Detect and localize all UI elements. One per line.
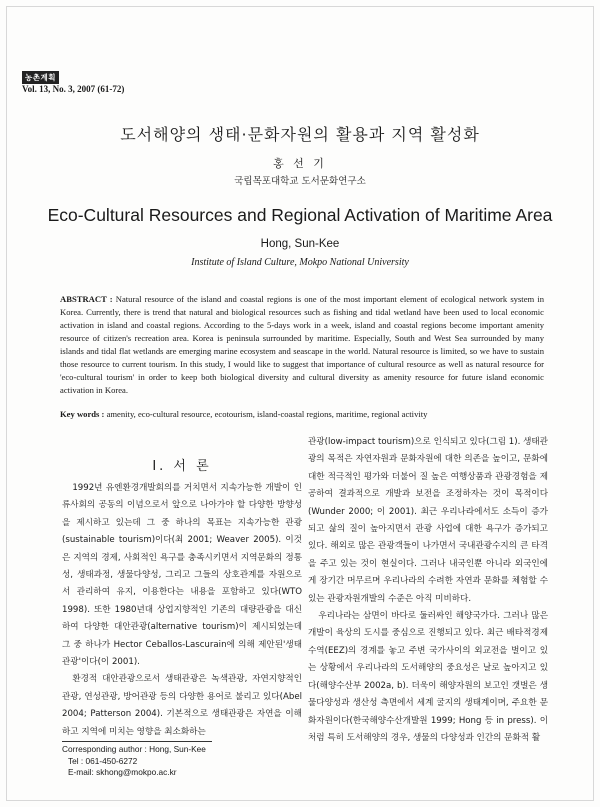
abstract-text: Natural resource of the island and coastal regions is one of the most important element of ecological network system in Korea. Currently, there is trend that natural and biological resources such as fishing and tidal wetland have been used to local economic activation in island and coastal regions. According to the 5-days work in a week, island and coastal regions become important amenity resource of citizen's recreation area. Korea is peninsula surrounded by maritime. Especially, South and West Sea surrounded by many islands and tidal flat wetlands are emerging marine ecosystem and seascape in the world. Natural resource is limited, so we have to sustain those resource to current tourism. In this study, I would like to suggest that importance of cultural resource as well as natural resource for 'eco-cultural tourism' in order to keep both biological diversity and cultural diversity as amenity resource for future island economic activation in Korea. <box>60 294 544 395</box>
keywords-text: amenity, eco-cultural resource, ecotourism, island-coastal regions, maritime, regional activity <box>106 409 428 419</box>
abstract <box>60 293 544 397</box>
footnote-tel: Tel : 061-450-6272 <box>68 755 138 766</box>
footnote <box>62 744 302 779</box>
footnote-author: Corresponding author : Hong, Sun-Kee <box>62 744 206 754</box>
journal-volume: Vol. 13, No. 3, 2007 (61-72) <box>22 84 125 94</box>
right-column <box>308 434 548 747</box>
paragraph: 환경적 대안관광으로서 생태관광은 녹색관광, 자연지향적인 관광, 연성관광, 방어관광 등의 다양한 용어로 불리고 있다(Abel 2004; Patterson 2004). 기본적으로 생태관광은 자연을 이해하고 지역에 미치는 영향을 최소화하는 <box>62 674 302 737</box>
section-heading-introduction: I. 서 론 <box>152 459 212 474</box>
title-korean: 도서해양의 생태·문화자원의 활용과 지역 활성화 <box>120 125 480 144</box>
paragraph: 1992년 유엔환경개발회의를 거치면서 지속가능한 개발이 인류사회의 공동의 이념으로서 앞으로 나아가야 할 다양한 방향성을 제시하고 있는데 그 중 하나의 목표는 지속가능한 관광(sustainable tourism)이다(최 2001; Weaver 2005). 이것은 지역의 경제, 사회적인 욕구를 충족시키면서 지역문화의 정통성, 생태과정, 생물다양성, 그리고 그들의 상호관계를 자원으로서 관리하여 유지, 이용한다는 내용을 포함하고 있다(WTO 1998). 또한 1980년대 상업지향적인 기존의 대량관광을 대신하여 다양한 대안관광(alternative tourism)이 제시되었는데 그 중 하나가 Hector Ceballos-Lascurain에 의해 제안된'생태관광'이다(이 2001). <box>62 483 302 668</box>
affiliation-english: Institute of Island Culture, Mokpo National University <box>191 257 409 268</box>
keywords <box>60 409 550 419</box>
footnote-email: E-mail: skhong@mokpo.ac.kr <box>68 767 177 777</box>
footnote-divider <box>62 741 212 742</box>
author-english: Hong, Sun-Kee <box>260 238 340 250</box>
affiliation-korean: 국립목포대학교 도서문화연구소 <box>234 176 366 187</box>
keywords-label: Key words : <box>60 409 105 419</box>
left-column <box>62 480 302 741</box>
abstract-label: ABSTRACT : <box>60 294 113 304</box>
journal-badge: 농촌계획 <box>22 71 59 84</box>
author-korean: 홍 선 기 <box>273 157 327 170</box>
paragraph: 관광(low-impact tourism)으로 인식되고 있다(그림 1). 생태관광의 목적은 자연자원과 문화자원에 대한 의존을 높이고, 문화에 대한 적극적인 평가와 더불어 질 높은 여행상품과 관광경험을 제공하여 결과적으로 개발과 보전을 조정하자는 것이 목적이다(Wunder 2000; 이 2001). 최근 우리나라에서도 소득이 증가되고 삶의 질이 높아지면서 관광 사업에 대한 욕구가 증가되고 있다. 해외로 많은 관광객들이 나가면서 국내관광수지의 큰 타격을 주고 있는 것이 현실이다. 그러나 내국인뿐 아니라 외국인에게 장기간 머무르며 우리나라의 수려한 자연과 문화를 체험할 수 있는 관광자원개발의 수준은 아직 미비하다. <box>308 437 548 604</box>
title-english: Eco-Cultural Resources and Regional Activation of Maritime Area <box>47 205 553 225</box>
paragraph: 우리나라는 삼면이 바다로 둘러싸인 해양국가다. 그러나 많은 개발이 육상의 도시를 중심으로 진행되고 있다. 최근 배타적경제수역(EEZ)의 경계를 놓고 주변 국가사이의 외교전을 벌이고 있는 상황에서 우리나라의 도서해양의 중요성은 날로 높아지고 있다(해양수산부 2002a, b). 더욱이 해양자원의 보고인 갯벌은 생물다양성과 생산성 측면에서 세계 굴지의 생태계이며, 주요한 문화자원이다(한국해양수산개발원 1999; Hong 등 in press). 이처럼 특히 도서해양의 경우, 생물의 다양성과 인간의 문화적 활 <box>308 611 548 743</box>
